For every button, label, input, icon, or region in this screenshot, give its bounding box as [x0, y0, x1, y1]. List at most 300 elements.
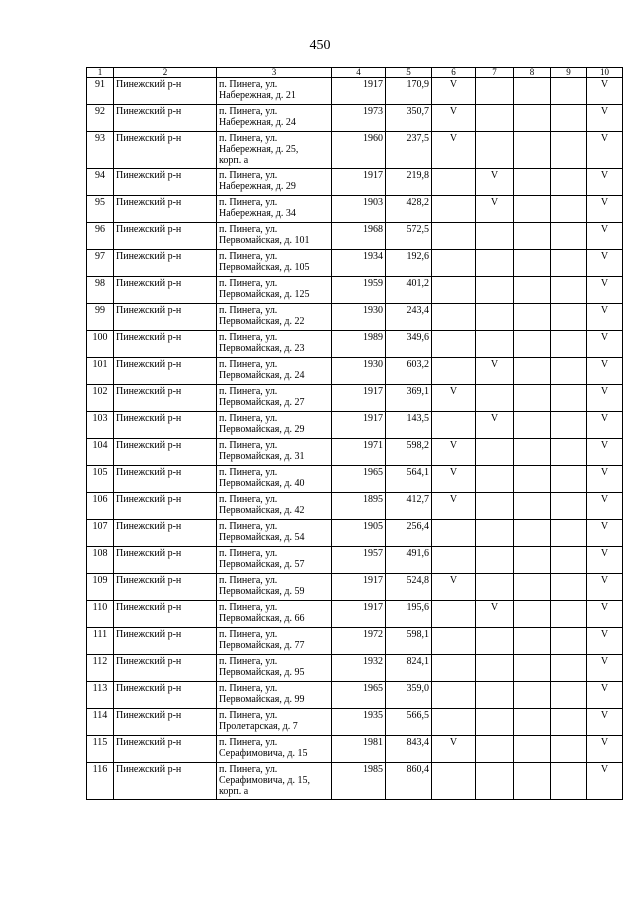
mark-cell-col9 — [551, 223, 587, 250]
mark-cell-col9 — [551, 763, 587, 800]
year-cell: 1973 — [332, 105, 386, 132]
address-cell — [217, 493, 332, 520]
mark-cell-col7 — [476, 520, 514, 547]
address-line: Первомайская, д. 42 — [219, 505, 305, 516]
year-cell: 1971 — [332, 439, 386, 466]
address-line: п. Пинега, ул. — [219, 224, 278, 235]
area-cell: 564,1 — [386, 466, 432, 493]
table-row — [87, 105, 623, 132]
column-header: 8 — [514, 68, 551, 78]
mark-cell-col6 — [432, 169, 476, 196]
mark-cell-col9 — [551, 304, 587, 331]
table-row — [87, 358, 623, 385]
address-line: п. Пинега, ул. — [219, 413, 278, 424]
mark-cell-col6 — [432, 547, 476, 574]
mark-cell-col10: V — [587, 385, 623, 412]
row-number-cell: 98 — [87, 277, 114, 304]
mark-cell-col6 — [432, 628, 476, 655]
row-number-cell: 115 — [87, 736, 114, 763]
mark-cell-col7 — [476, 277, 514, 304]
row-number-cell: 105 — [87, 466, 114, 493]
address-line: п. Пинега, ул. — [219, 332, 278, 343]
district-cell: Пинежский р-н — [114, 574, 217, 601]
district-cell: Пинежский р-н — [114, 601, 217, 628]
area-cell: 603,2 — [386, 358, 432, 385]
address-cell — [217, 105, 332, 132]
table-row — [87, 78, 623, 105]
area-cell: 219,8 — [386, 169, 432, 196]
area-cell: 195,6 — [386, 601, 432, 628]
address-line: Набережная, д. 34 — [219, 208, 296, 219]
table-row — [87, 655, 623, 682]
address-line: Первомайская, д. 105 — [219, 262, 310, 273]
table-row — [87, 493, 623, 520]
year-cell: 1960 — [332, 132, 386, 169]
table-row — [87, 169, 623, 196]
table-row — [87, 547, 623, 574]
address-line: п. Пинега, ул. — [219, 548, 278, 559]
address-line: Набережная, д. 25, — [219, 144, 299, 155]
mark-cell-col6: V — [432, 466, 476, 493]
mark-cell-col8 — [514, 223, 551, 250]
address-line: п. Пинега, ул. — [219, 737, 278, 748]
year-cell: 1905 — [332, 520, 386, 547]
mark-cell-col9 — [551, 493, 587, 520]
mark-cell-col8 — [514, 547, 551, 574]
mark-cell-col9 — [551, 466, 587, 493]
row-number-cell: 109 — [87, 574, 114, 601]
year-cell: 1917 — [332, 169, 386, 196]
district-cell: Пинежский р-н — [114, 105, 217, 132]
address-line: п. Пинега, ул. — [219, 305, 278, 316]
address-cell — [217, 763, 332, 800]
mark-cell-col7 — [476, 682, 514, 709]
address-cell — [217, 574, 332, 601]
table-row — [87, 736, 623, 763]
address-line: Первомайская, д. 66 — [219, 613, 305, 624]
column-header: 4 — [332, 68, 386, 78]
table-row — [87, 466, 623, 493]
table-row — [87, 682, 623, 709]
address-line: п. Пинега, ул. — [219, 106, 278, 117]
table-row — [87, 439, 623, 466]
address-line: Первомайская, д. 125 — [219, 289, 310, 300]
address-line: п. Пинега, ул. — [219, 467, 278, 478]
area-cell: 237,5 — [386, 132, 432, 169]
mark-cell-col10: V — [587, 196, 623, 223]
district-cell: Пинежский р-н — [114, 547, 217, 574]
address-cell — [217, 78, 332, 105]
table-row — [87, 304, 623, 331]
address-line: Первомайская, д. 59 — [219, 586, 305, 597]
area-cell: 256,4 — [386, 520, 432, 547]
mark-cell-col8 — [514, 574, 551, 601]
address-cell — [217, 331, 332, 358]
mark-cell-col8 — [514, 466, 551, 493]
area-cell: 566,5 — [386, 709, 432, 736]
row-number-cell: 113 — [87, 682, 114, 709]
mark-cell-col6: V — [432, 736, 476, 763]
area-cell: 491,6 — [386, 547, 432, 574]
row-number-cell: 93 — [87, 132, 114, 169]
mark-cell-col10: V — [587, 439, 623, 466]
address-line: Первомайская, д. 29 — [219, 424, 305, 435]
column-header: 3 — [217, 68, 332, 78]
address-line: Первомайская, д. 99 — [219, 694, 305, 705]
mark-cell-col8 — [514, 196, 551, 223]
address-line: Набережная, д. 24 — [219, 117, 296, 128]
year-cell: 1934 — [332, 250, 386, 277]
mark-cell-col7 — [476, 466, 514, 493]
year-cell: 1917 — [332, 574, 386, 601]
row-number-cell: 94 — [87, 169, 114, 196]
row-number-cell: 101 — [87, 358, 114, 385]
district-cell: Пинежский р-н — [114, 304, 217, 331]
mark-cell-col9 — [551, 439, 587, 466]
mark-cell-col9 — [551, 412, 587, 439]
mark-cell-col8 — [514, 132, 551, 169]
district-cell: Пинежский р-н — [114, 385, 217, 412]
mark-cell-col7 — [476, 78, 514, 105]
address-cell — [217, 196, 332, 223]
mark-cell-col8 — [514, 763, 551, 800]
mark-cell-col7 — [476, 223, 514, 250]
mark-cell-col7 — [476, 439, 514, 466]
mark-cell-col6: V — [432, 105, 476, 132]
row-number-cell: 100 — [87, 331, 114, 358]
mark-cell-col6 — [432, 709, 476, 736]
address-line: п. Пинега, ул. — [219, 602, 278, 613]
mark-cell-col7 — [476, 105, 514, 132]
address-line: Первомайская, д. 23 — [219, 343, 305, 354]
mark-cell-col7 — [476, 655, 514, 682]
mark-cell-col8 — [514, 250, 551, 277]
address-cell — [217, 358, 332, 385]
address-line: Первомайская, д. 54 — [219, 532, 305, 543]
address-cell — [217, 520, 332, 547]
row-number-cell: 102 — [87, 385, 114, 412]
row-number-cell: 114 — [87, 709, 114, 736]
mark-cell-col10: V — [587, 169, 623, 196]
mark-cell-col9 — [551, 736, 587, 763]
mark-cell-col8 — [514, 736, 551, 763]
address-line: п. Пинега, ул. — [219, 386, 278, 397]
area-cell: 192,6 — [386, 250, 432, 277]
mark-cell-col9 — [551, 655, 587, 682]
mark-cell-col8 — [514, 412, 551, 439]
mark-cell-col6: V — [432, 132, 476, 169]
area-cell: 598,1 — [386, 628, 432, 655]
mark-cell-col6: V — [432, 385, 476, 412]
mark-cell-col10: V — [587, 277, 623, 304]
area-cell: 350,7 — [386, 105, 432, 132]
row-number-cell: 96 — [87, 223, 114, 250]
address-cell — [217, 547, 332, 574]
table-row — [87, 763, 623, 800]
column-header: 7 — [476, 68, 514, 78]
mark-cell-col9 — [551, 250, 587, 277]
address-line: Набережная, д. 29 — [219, 181, 296, 192]
row-number-cell: 95 — [87, 196, 114, 223]
mark-cell-col8 — [514, 439, 551, 466]
address-cell — [217, 709, 332, 736]
column-header: 9 — [551, 68, 587, 78]
column-header: 6 — [432, 68, 476, 78]
address-line: п. Пинега, ул. — [219, 521, 278, 532]
table-row — [87, 277, 623, 304]
address-line: Первомайская, д. 31 — [219, 451, 305, 462]
table-row — [87, 628, 623, 655]
address-cell — [217, 223, 332, 250]
year-cell: 1895 — [332, 493, 386, 520]
table-row — [87, 574, 623, 601]
mark-cell-col10: V — [587, 682, 623, 709]
row-number-cell: 108 — [87, 547, 114, 574]
mark-cell-col9 — [551, 682, 587, 709]
year-cell: 1965 — [332, 466, 386, 493]
row-number-cell: 107 — [87, 520, 114, 547]
address-line: п. Пинега, ул. — [219, 133, 278, 144]
mark-cell-col7: V — [476, 169, 514, 196]
table-row — [87, 331, 623, 358]
district-cell: Пинежский р-н — [114, 412, 217, 439]
mark-cell-col8 — [514, 601, 551, 628]
mark-cell-col7: V — [476, 601, 514, 628]
mark-cell-col6: V — [432, 493, 476, 520]
area-cell: 572,5 — [386, 223, 432, 250]
year-cell: 1917 — [332, 601, 386, 628]
district-cell: Пинежский р-н — [114, 196, 217, 223]
area-cell: 860,4 — [386, 763, 432, 800]
mark-cell-col9 — [551, 331, 587, 358]
mark-cell-col7 — [476, 132, 514, 169]
mark-cell-col9 — [551, 277, 587, 304]
year-cell: 1981 — [332, 736, 386, 763]
mark-cell-col7 — [476, 493, 514, 520]
mark-cell-col6 — [432, 763, 476, 800]
address-line: п. Пинега, ул. — [219, 656, 278, 667]
column-number-header-row — [87, 68, 623, 78]
column-header: 1 — [87, 68, 114, 78]
mark-cell-col6 — [432, 358, 476, 385]
row-number-cell: 97 — [87, 250, 114, 277]
address-line: п. Пинега, ул. — [219, 683, 278, 694]
table-row — [87, 412, 623, 439]
mark-cell-col6 — [432, 520, 476, 547]
row-number-cell: 111 — [87, 628, 114, 655]
address-line: корп. а — [219, 786, 249, 797]
address-line: корп. а — [219, 155, 249, 166]
address-cell — [217, 628, 332, 655]
table-row — [87, 223, 623, 250]
area-cell: 412,7 — [386, 493, 432, 520]
mark-cell-col9 — [551, 520, 587, 547]
address-line: Набережная, д. 21 — [219, 90, 296, 101]
mark-cell-col6 — [432, 250, 476, 277]
mark-cell-col6 — [432, 682, 476, 709]
year-cell: 1985 — [332, 763, 386, 800]
year-cell: 1903 — [332, 196, 386, 223]
district-cell: Пинежский р-н — [114, 709, 217, 736]
area-cell: 359,0 — [386, 682, 432, 709]
column-header: 2 — [114, 68, 217, 78]
mark-cell-col9 — [551, 385, 587, 412]
address-line: п. Пинега, ул. — [219, 494, 278, 505]
table-row — [87, 385, 623, 412]
mark-cell-col7 — [476, 250, 514, 277]
mark-cell-col9 — [551, 574, 587, 601]
row-number-cell: 110 — [87, 601, 114, 628]
area-cell: 598,2 — [386, 439, 432, 466]
district-cell: Пинежский р-н — [114, 331, 217, 358]
area-cell: 428,2 — [386, 196, 432, 223]
address-cell — [217, 412, 332, 439]
mark-cell-col9 — [551, 169, 587, 196]
mark-cell-col7 — [476, 331, 514, 358]
address-line: Первомайская, д. 57 — [219, 559, 305, 570]
address-line: Пролетарская, д. 7 — [219, 721, 298, 732]
district-cell: Пинежский р-н — [114, 682, 217, 709]
mark-cell-col6 — [432, 196, 476, 223]
address-line: п. Пинега, ул. — [219, 710, 278, 721]
mark-cell-col9 — [551, 358, 587, 385]
mark-cell-col7: V — [476, 358, 514, 385]
mark-cell-col10: V — [587, 358, 623, 385]
mark-cell-col6 — [432, 304, 476, 331]
area-cell: 524,8 — [386, 574, 432, 601]
address-line: п. Пинега, ул. — [219, 764, 278, 775]
mark-cell-col6 — [432, 412, 476, 439]
address-line: Первомайская, д. 101 — [219, 235, 310, 246]
row-number-cell: 112 — [87, 655, 114, 682]
mark-cell-col8 — [514, 78, 551, 105]
mark-cell-col8 — [514, 358, 551, 385]
mark-cell-col6: V — [432, 78, 476, 105]
address-line: Первомайская, д. 77 — [219, 640, 305, 651]
row-number-cell: 116 — [87, 763, 114, 800]
mark-cell-col8 — [514, 385, 551, 412]
year-cell: 1935 — [332, 709, 386, 736]
address-line: Первомайская, д. 27 — [219, 397, 305, 408]
row-number-cell: 103 — [87, 412, 114, 439]
district-cell: Пинежский р-н — [114, 520, 217, 547]
mark-cell-col9 — [551, 601, 587, 628]
district-cell: Пинежский р-н — [114, 132, 217, 169]
mark-cell-col8 — [514, 277, 551, 304]
mark-cell-col10: V — [587, 763, 623, 800]
row-number-cell: 99 — [87, 304, 114, 331]
mark-cell-col8 — [514, 105, 551, 132]
page-number: 450 — [309, 38, 331, 53]
year-cell: 1965 — [332, 682, 386, 709]
table-row — [87, 520, 623, 547]
mark-cell-col10: V — [587, 304, 623, 331]
mark-cell-col7: V — [476, 196, 514, 223]
mark-cell-col10: V — [587, 466, 623, 493]
address-line: п. Пинега, ул. — [219, 197, 278, 208]
mark-cell-col10: V — [587, 574, 623, 601]
mark-cell-col9 — [551, 196, 587, 223]
mark-cell-col10: V — [587, 628, 623, 655]
address-line: п. Пинега, ул. — [219, 575, 278, 586]
column-header: 5 — [386, 68, 432, 78]
district-cell: Пинежский р-н — [114, 493, 217, 520]
address-line: п. Пинега, ул. — [219, 251, 278, 262]
address-line: Серафимовича, д. 15 — [219, 748, 308, 759]
mark-cell-col10: V — [587, 412, 623, 439]
mark-cell-col9 — [551, 105, 587, 132]
mark-cell-col9 — [551, 78, 587, 105]
mark-cell-col7 — [476, 736, 514, 763]
address-cell — [217, 169, 332, 196]
mark-cell-col10: V — [587, 331, 623, 358]
mark-cell-col10: V — [587, 520, 623, 547]
mark-cell-col6 — [432, 601, 476, 628]
address-cell — [217, 736, 332, 763]
mark-cell-col7 — [476, 763, 514, 800]
year-cell: 1972 — [332, 628, 386, 655]
mark-cell-col7 — [476, 709, 514, 736]
address-line: п. Пинега, ул. — [219, 170, 278, 181]
mark-cell-col7 — [476, 628, 514, 655]
mark-cell-col10: V — [587, 736, 623, 763]
district-cell: Пинежский р-н — [114, 655, 217, 682]
area-cell: 824,1 — [386, 655, 432, 682]
area-cell: 401,2 — [386, 277, 432, 304]
year-cell: 1932 — [332, 655, 386, 682]
district-cell: Пинежский р-н — [114, 358, 217, 385]
area-cell: 843,4 — [386, 736, 432, 763]
mark-cell-col7: V — [476, 412, 514, 439]
mark-cell-col10: V — [587, 78, 623, 105]
mark-cell-col7 — [476, 385, 514, 412]
address-cell — [217, 466, 332, 493]
area-cell: 143,5 — [386, 412, 432, 439]
address-cell — [217, 439, 332, 466]
address-line: Серафимовича, д. 15, — [219, 775, 310, 786]
district-cell: Пинежский р-н — [114, 250, 217, 277]
address-cell — [217, 655, 332, 682]
mark-cell-col10: V — [587, 132, 623, 169]
year-cell: 1930 — [332, 358, 386, 385]
row-number-cell: 104 — [87, 439, 114, 466]
address-line: Первомайская, д. 24 — [219, 370, 305, 381]
mark-cell-col9 — [551, 628, 587, 655]
mark-cell-col10: V — [587, 601, 623, 628]
row-number-cell: 106 — [87, 493, 114, 520]
table-row — [87, 132, 623, 169]
year-cell: 1957 — [332, 547, 386, 574]
mark-cell-col8 — [514, 169, 551, 196]
housing-registry-table — [86, 67, 623, 800]
mark-cell-col6 — [432, 277, 476, 304]
mark-cell-col7 — [476, 304, 514, 331]
mark-cell-col6: V — [432, 574, 476, 601]
address-cell — [217, 250, 332, 277]
address-cell — [217, 385, 332, 412]
district-cell: Пинежский р-н — [114, 466, 217, 493]
row-number-cell: 91 — [87, 78, 114, 105]
address-line: Первомайская, д. 40 — [219, 478, 305, 489]
address-line: п. Пинега, ул. — [219, 278, 278, 289]
mark-cell-col9 — [551, 132, 587, 169]
table-row — [87, 196, 623, 223]
mark-cell-col8 — [514, 304, 551, 331]
year-cell: 1989 — [332, 331, 386, 358]
address-line: Первомайская, д. 95 — [219, 667, 305, 678]
address-cell — [217, 277, 332, 304]
mark-cell-col8 — [514, 655, 551, 682]
